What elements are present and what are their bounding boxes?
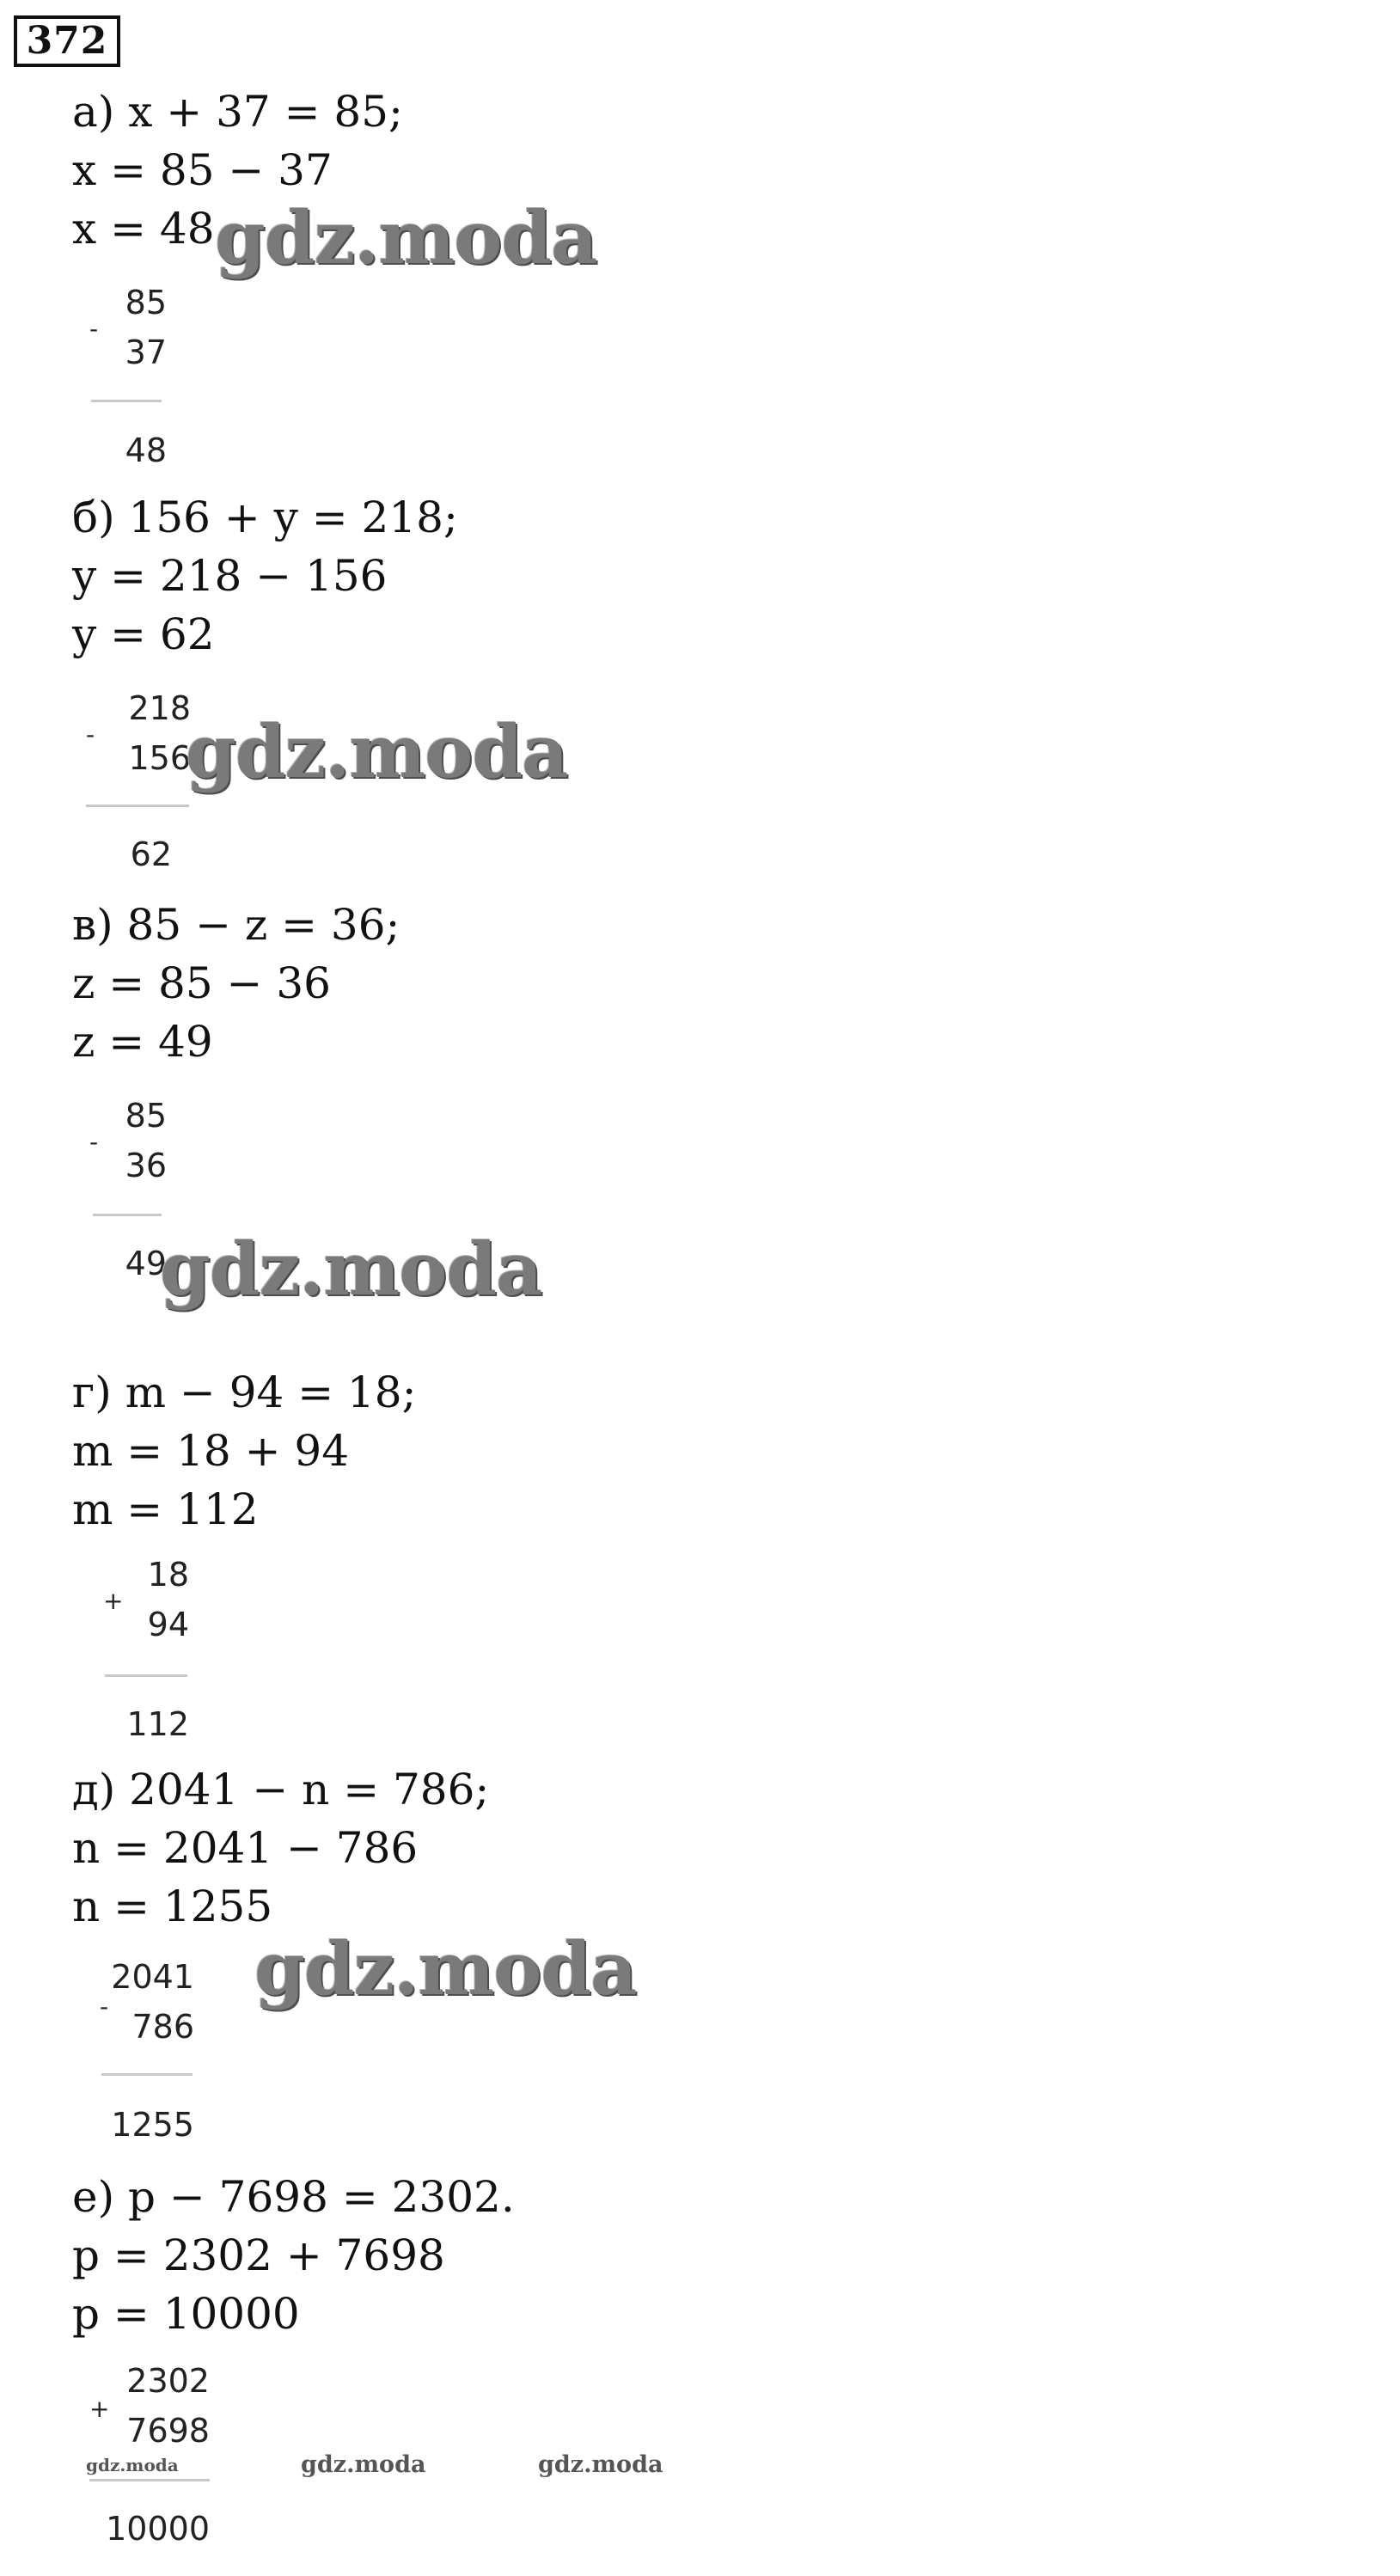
part-c-line-2: z = 85 − 36 bbox=[72, 958, 331, 1008]
watermark-3: gdz.moda bbox=[160, 1227, 542, 1312]
column-operator: + bbox=[103, 1587, 124, 1615]
part-d-line-3: m = 112 bbox=[72, 1484, 259, 1534]
part-a-line-3: x = 48 bbox=[72, 204, 215, 254]
column-top-number: 2302 bbox=[126, 2362, 210, 2400]
watermark-1: gdz.moda bbox=[215, 195, 597, 280]
part-b-column-calc bbox=[86, 689, 191, 887]
column-result: 112 bbox=[126, 1705, 189, 1743]
part-f-line-3: p = 10000 bbox=[72, 2289, 300, 2339]
column-result: 48 bbox=[125, 431, 167, 469]
column-divider bbox=[89, 2479, 210, 2481]
part-d-line-1: г) m − 94 = 18; bbox=[72, 1368, 417, 1417]
column-bottom-number: 94 bbox=[147, 1606, 189, 1643]
column-operator: - bbox=[89, 1128, 99, 1156]
part-a-line-1: а) x + 37 = 85; bbox=[72, 87, 403, 137]
column-top-number: 2041 bbox=[111, 1958, 194, 1996]
part-f-line-1: е) p − 7698 = 2302. bbox=[72, 2172, 515, 2222]
task-number-box: 372 bbox=[14, 15, 120, 67]
column-bottom-number: 7698 bbox=[126, 2412, 210, 2450]
column-top-number: 18 bbox=[147, 1556, 189, 1594]
part-e-line-2: n = 2041 − 786 bbox=[72, 1823, 419, 1873]
column-divider bbox=[101, 2073, 193, 2076]
part-a-line-2: x = 85 − 37 bbox=[72, 145, 333, 195]
column-operator: + bbox=[89, 2395, 110, 2423]
column-result: 1255 bbox=[111, 2106, 194, 2144]
column-top-number: 85 bbox=[125, 284, 167, 321]
column-bottom-number: 156 bbox=[128, 739, 191, 777]
part-c-line-3: z = 49 bbox=[72, 1017, 213, 1067]
part-e-line-3: n = 1255 bbox=[72, 1882, 273, 1931]
column-divider bbox=[105, 1674, 187, 1677]
column-operator: - bbox=[86, 720, 95, 749]
column-bottom-number: 37 bbox=[125, 333, 167, 371]
column-top-number: 218 bbox=[128, 689, 191, 727]
part-a-column-calc bbox=[89, 284, 167, 481]
watermark-small-2: gdz.moda bbox=[301, 2451, 426, 2478]
column-top-number: 85 bbox=[125, 1097, 167, 1135]
part-d-line-2: m = 18 + 94 bbox=[72, 1426, 350, 1476]
column-bottom-number: 786 bbox=[131, 2008, 194, 2046]
part-b-line-2: y = 218 − 156 bbox=[72, 551, 388, 601]
column-result: 62 bbox=[130, 835, 172, 873]
watermark-2: gdz.moda bbox=[186, 709, 568, 794]
part-c-column-calc bbox=[89, 1097, 167, 1294]
part-c-line-1: в) 85 − z = 36; bbox=[72, 900, 400, 950]
column-result: 10000 bbox=[106, 2510, 210, 2548]
column-divider bbox=[86, 805, 189, 807]
part-b-line-1: б) 156 + y = 218; bbox=[72, 493, 458, 542]
watermark-4: gdz.moda bbox=[254, 1926, 637, 2011]
column-bottom-number: 36 bbox=[125, 1147, 167, 1184]
part-e-line-1: д) 2041 − n = 786; bbox=[72, 1765, 490, 1814]
watermark-small-3: gdz.moda bbox=[538, 2451, 663, 2478]
column-operator: - bbox=[100, 1992, 109, 2021]
column-result: 49 bbox=[125, 1245, 167, 1282]
column-divider bbox=[91, 400, 162, 402]
watermark-small-1: gdz.moda bbox=[86, 2455, 179, 2475]
part-b-line-3: y = 62 bbox=[72, 609, 215, 659]
part-f-line-2: p = 2302 + 7698 bbox=[72, 2230, 445, 2280]
column-divider bbox=[93, 1214, 162, 1216]
part-d-column-calc bbox=[103, 1556, 189, 1753]
column-operator: - bbox=[89, 315, 99, 343]
part-e-column-calc bbox=[100, 1958, 194, 2156]
